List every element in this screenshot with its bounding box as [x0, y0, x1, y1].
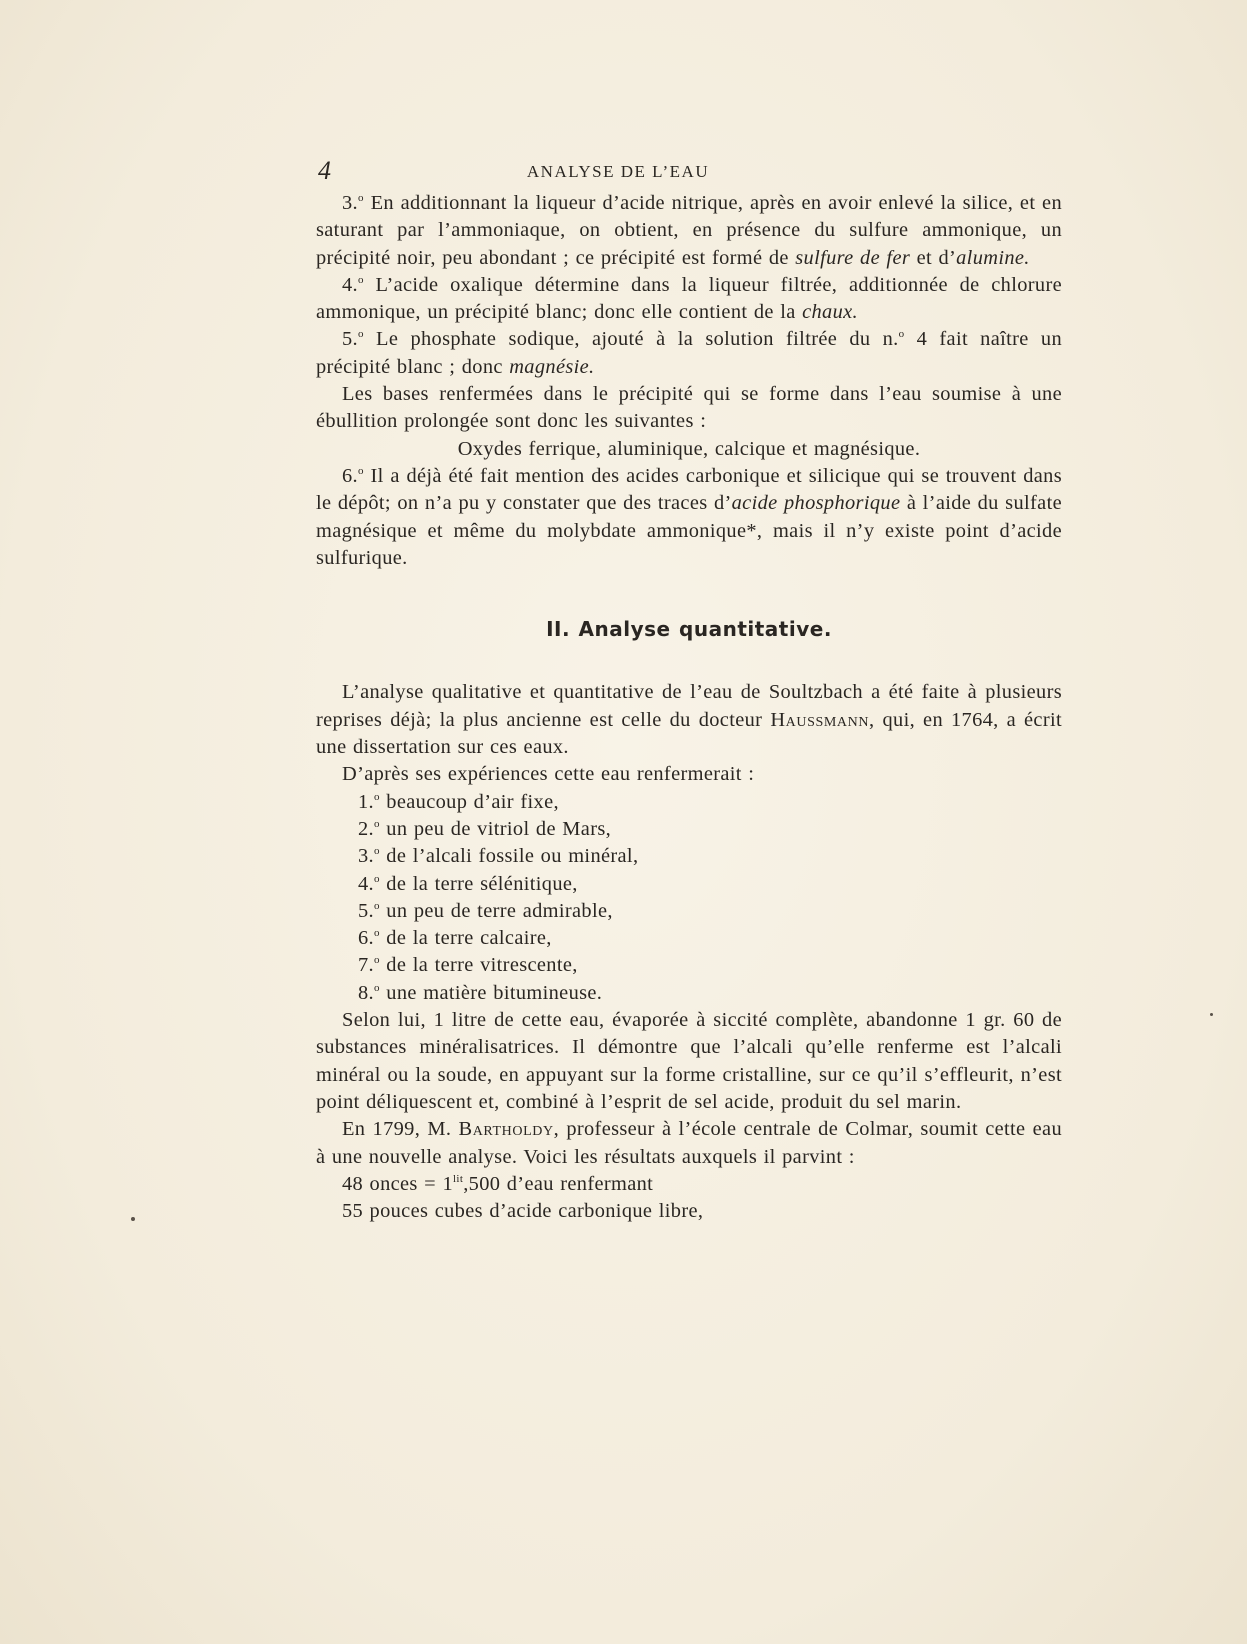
paragraph-1799: En 1799, M. Bartholdy, professeur à l’école centrale de Colmar, soumit cette eau à une nouvelle analyse. Voici les résultats auxquels il parvint : — [316, 1118, 1062, 1168]
margin-dot — [1210, 1013, 1213, 1016]
list-item: 4.$^o$ de la terre sélénitique, — [358, 872, 578, 895]
body-text — [316, 190, 1062, 1225]
paragraph-onces: 48 onces = $1^{lit},500$ d’eau renfermant — [342, 1172, 654, 1195]
paragraph-selon: Selon lui, 1 litre de cette eau, évaporée à siccité complète, abandonne 1 gr. 60 de substances minéralisatrices. Il démontre que l’alcali qu’elle renferme est l’alcali minéral ou la soude, en appuyant sur la forme cristalline, sur ce qu’il s’effleurit, n’est point déliquescent et, combiné à l’esprit de sel acide, produit du sel marin. — [316, 1009, 1062, 1113]
paragraph-6: 6.$^o$ Il a déjà été fait mention des acides carbonique et silicique qui se trouvent dans le dépôt; on n’a pu y constater que des traces d’acide phosphorique à l’aide du sulfate magnésique et même du molybdate ammonique*, mais il n’y existe point d’acide sulfurique. — [316, 464, 1062, 569]
list-item: 1.$^o$ beaucoup d’air fixe, — [358, 790, 559, 813]
running-title: ANALYSE DE L’EAU — [526, 162, 710, 181]
author-bartholdy: Bartholdy — [458, 1118, 554, 1141]
paragraph-5: 5.$^o$ Le phosphate sodique, ajouté à la solution filtrée du n.$^o$ 4 fait naître un précipité blanc ; donc magnésie. — [316, 328, 1062, 378]
author-haussmann: Haussmann — [770, 708, 870, 731]
list-item: 5.$^o$ un peu de terre admirable, — [358, 899, 613, 922]
list-item: 6.$^o$ de la terre calcaire, — [358, 927, 552, 950]
list-item: 3.$^o$ de l’alcali fossile ou minéral, — [358, 845, 639, 868]
paragraph-pouces: 55 pouces cubes d’acide carbonique libre, — [342, 1200, 704, 1223]
page-number: 4 — [318, 156, 331, 185]
list-item: 7.$^o$ de la terre vitrescente, — [358, 954, 578, 977]
paragraph-intro: L’analyse qualitative et quantitative de l’eau de Soultzbach a été faite à plusieurs reprises déjà; la plus ancienne est celle du docteur Haussmann, qui, en 1764, a écrit une dissertation sur ces eaux. — [316, 681, 1063, 759]
list — [316, 789, 1062, 1007]
list-item: 8.$^o$ une matière bitumineuse. — [358, 981, 603, 1004]
paragraph-bases: Les bases renfermées dans le précipité qui se forme dans l’eau soumise à une ébullition prolongée sont donc les suivantes : — [316, 383, 1062, 433]
margin-dot — [131, 1217, 135, 1221]
section-heading: II. Analyse quantitative. — [546, 617, 832, 642]
paragraph-4: 4.$^o$ L’acide oxalique détermine dans la liqueur filtrée, additionnée de chlorure ammonique, un précipité blanc; donc elle contient de la chaux. — [316, 273, 1062, 324]
paragraph-oxydes: Oxydes ferrique, aluminique, calcique et magnésique. — [457, 437, 921, 460]
list-item: 2.$^o$ un peu de vitriol de Mars, — [358, 817, 612, 840]
page-header — [318, 156, 818, 186]
paragraph-3: 3.$^o$ En additionnant la liqueur d’acide nitrique, après en avoir enlevé la silice, et en saturant par l’ammoniaque, on obtient, en présence du sulfure ammonique, un précipité noir, peu abondant ; ce précipité est formé de sulfure de fer et d’alumine. — [316, 192, 1062, 269]
paragraph-experiences: D’après ses expériences cette eau renfermerait : — [342, 763, 755, 786]
